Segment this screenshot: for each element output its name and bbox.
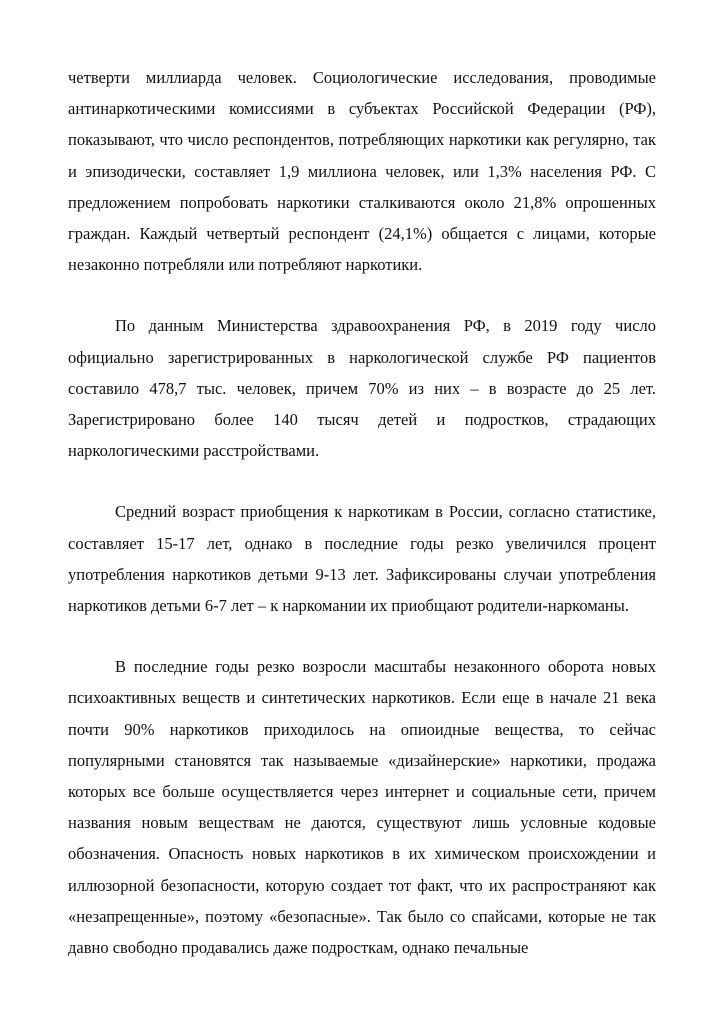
paragraph-ministry-statistics: По данным Министерства здравоохранения РФ, в 2019 году число официально зарегистрированных в наркологической службе РФ пациентов составило 478,7 тыс. человек, причем 70% из них – в возрасте до 25 лет. Зарегистрировано более 140 тысяч детей и подростков, страдающих наркологическими расстройствами.: [68, 316, 656, 461]
paragraph-continuation: четверти миллиарда человек. Социологические исследования, проводимые антинаркотическими комиссиями в субъектах Российской Федерации (РФ), показывают, что число респондентов, потребляющих наркотики как регулярно, так и эпизодически, составляет 1,9 миллиона человек, или 1,3% населения РФ. С предложением попробовать наркотики сталкиваются около 21,8% опрошенных граждан. Каждый четвертый респондент (24,1%) общается с лицами, которые незаконно потребляли или потребляют наркотики.: [68, 68, 656, 275]
paragraph-new-substances: В последние годы резко возросли масштабы незаконного оборота новых психоактивных веществ и синтетических наркотиков. Если еще в начале 21 века почти 90% наркотиков приходилось на опиоидные вещества, то сейчас популярными становятся так называемые «дизайнерские» наркотики, продажа которых все больше осуществляется через интернет и социальные сети, причем названия новым веществам не даются, существуют лишь условные кодовые обозначения. Опасность новых наркотиков в их химическом происхождении и иллюзорной безопасности, которую создает тот факт, что их распространяют как «незапрещенные», поэтому «безопасные». Так было со спайсами, которые не так давно свободно продавались даже подросткам, однако печальные: [68, 657, 656, 958]
paragraph-average-age: Средний возраст приобщения к наркотикам в России, согласно статистике, составляет 15-17 лет, однако в последние годы резко увеличился процент употребления наркотиков детьми 9-13 лет. Зафиксированы случаи употребления наркотиков детьми 6-7 лет – к наркомании их приобщают родители-наркоманы.: [68, 502, 656, 616]
document-page: [68, 62, 656, 993]
